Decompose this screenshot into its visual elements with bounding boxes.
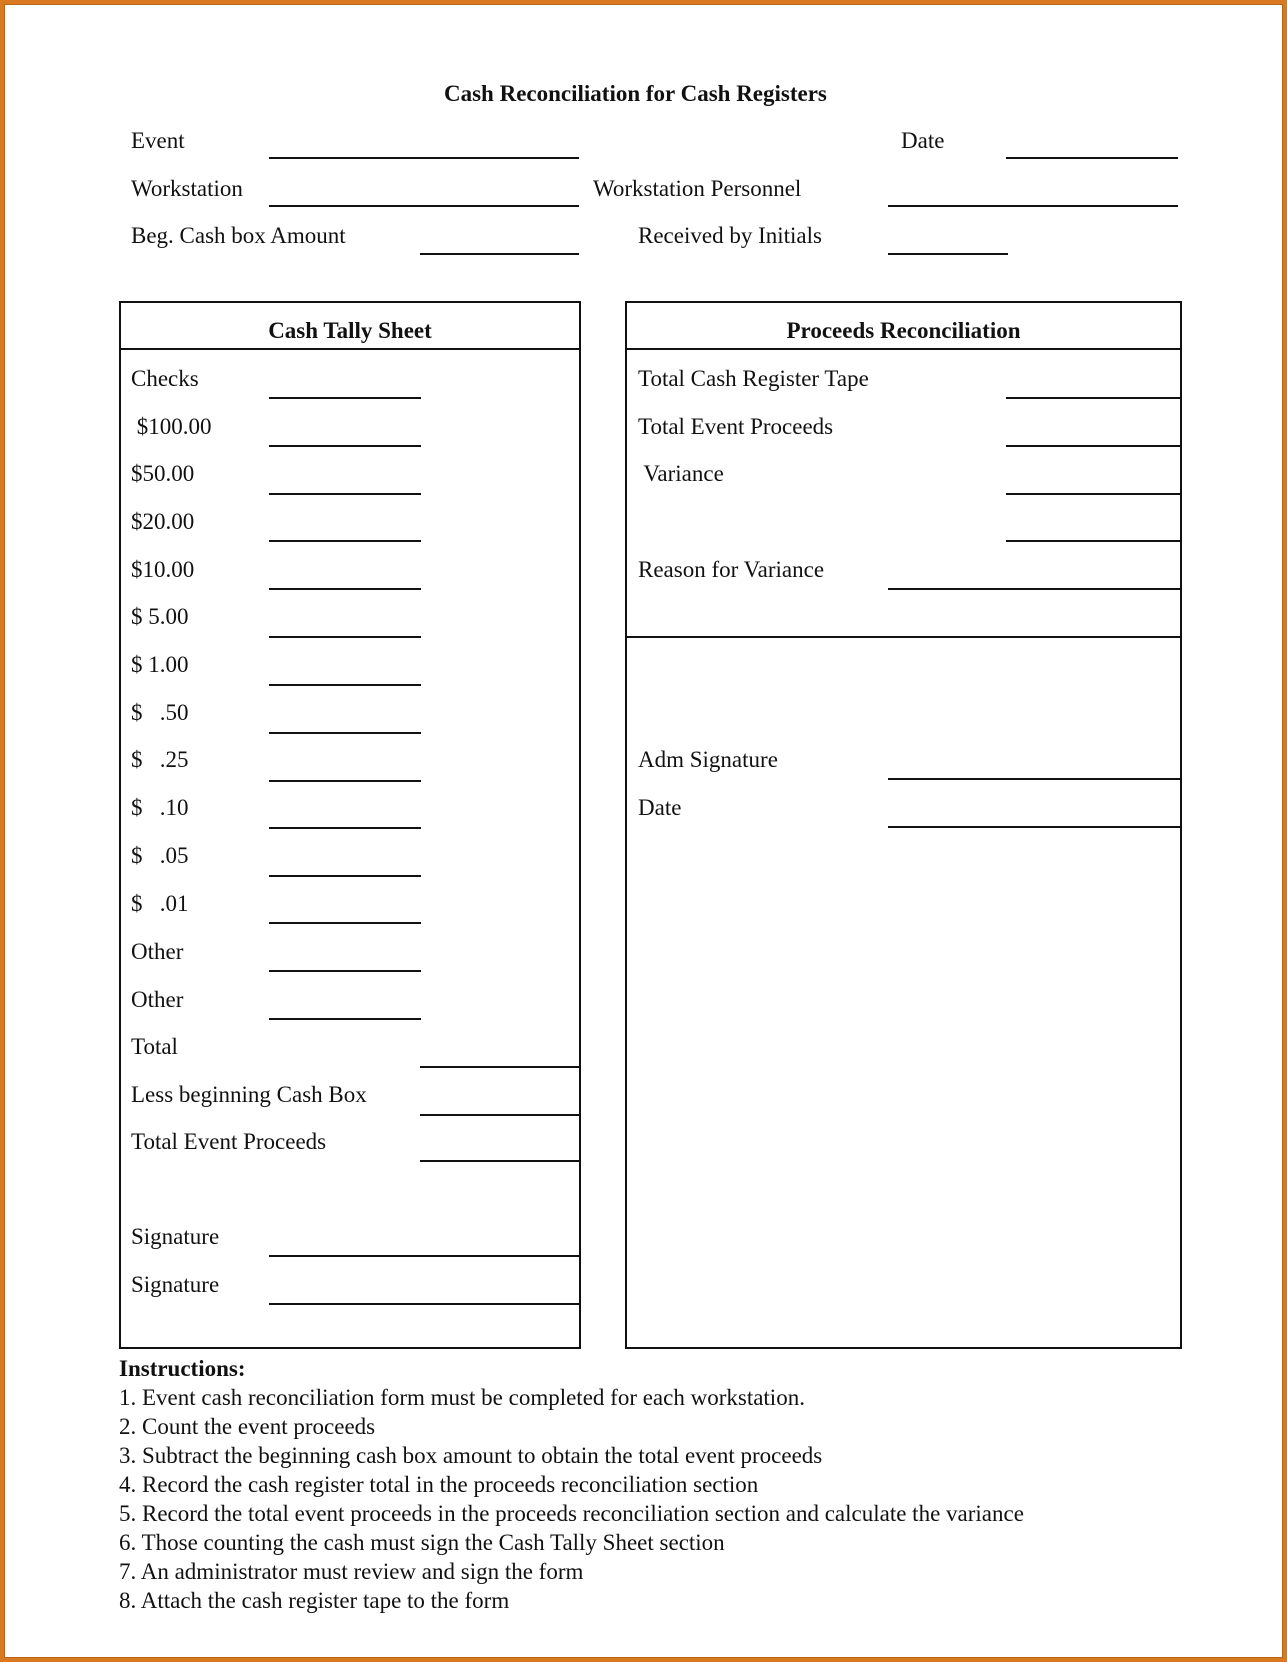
tally-row-field[interactable]	[269, 540, 421, 542]
beg-cash-label: Beg. Cash box Amount	[131, 223, 346, 248]
tally-row-field[interactable]	[269, 588, 421, 590]
signature-label: Signature	[131, 1224, 220, 1249]
event-proceeds-label: Total Event Proceeds	[638, 414, 834, 439]
cash-tally-box	[119, 301, 581, 1349]
register-tape-field[interactable]	[1006, 397, 1182, 399]
tally-row-label: $ .50	[131, 700, 189, 725]
date-label: Date	[901, 128, 945, 153]
register-tape-label: Total Cash Register Tape	[638, 366, 869, 391]
form-page	[4, 4, 1283, 1658]
workstation-field[interactable]	[269, 205, 579, 207]
tally-row-label: $ .05	[131, 843, 189, 868]
event-proceeds-field[interactable]	[1006, 445, 1182, 447]
event-label: Event	[131, 128, 185, 153]
instructions	[119, 1354, 1024, 1615]
signature-field[interactable]	[269, 1255, 581, 1257]
tally-row-field[interactable]	[269, 732, 421, 734]
adm-signature-label: Adm Signature	[638, 747, 778, 772]
event-field[interactable]	[269, 157, 579, 159]
instruction-item: 8. Attach the cash register tape to the form	[119, 1588, 510, 1613]
personnel-field[interactable]	[888, 205, 1178, 207]
received-label: Received by Initials	[638, 223, 822, 248]
less-cash-box-label: Less beginning Cash Box	[131, 1082, 367, 1107]
instruction-item: 2. Count the event proceeds	[119, 1414, 376, 1439]
tally-event-proceeds-label: Total Event Proceeds	[131, 1129, 327, 1154]
signature-label: Signature	[131, 1272, 220, 1297]
tally-row-field[interactable]	[269, 827, 421, 829]
date-field[interactable]	[1006, 157, 1178, 159]
adm-signature-field[interactable]	[888, 778, 1182, 780]
instruction-item: 3. Subtract the beginning cash box amount to obtain the total event proceeds	[119, 1443, 823, 1468]
instruction-item: 6. Those counting the cash must sign the Cash Tally Sheet section	[119, 1530, 725, 1555]
reason-variance-label: Reason for Variance	[638, 557, 825, 582]
instruction-item: 1. Event cash reconciliation form must be completed for each workstation.	[119, 1385, 805, 1410]
tally-row-field[interactable]	[269, 922, 421, 924]
tally-row-field[interactable]	[269, 970, 421, 972]
tally-event-proceeds-field[interactable]	[420, 1160, 581, 1162]
cash-tally-title: Cash Tally Sheet	[121, 303, 579, 350]
reason-variance-field[interactable]	[888, 588, 1182, 590]
tally-row-field[interactable]	[269, 445, 421, 447]
workstation-label: Workstation	[131, 176, 243, 201]
tally-row-label: $100.00	[131, 414, 212, 439]
less-cash-box-field[interactable]	[420, 1114, 581, 1116]
tally-row-label: $ 5.00	[131, 604, 189, 629]
tally-row-field[interactable]	[269, 636, 421, 638]
received-field[interactable]	[888, 253, 1008, 255]
tally-row-label: $ .01	[131, 891, 189, 916]
tally-row-field[interactable]	[269, 397, 421, 399]
instruction-item: 7. An administrator must review and sign the form	[119, 1559, 584, 1584]
tally-row-field[interactable]	[269, 780, 421, 782]
section-divider	[627, 636, 1180, 638]
instruction-item: 4. Record the cash register total in the proceeds reconciliation section	[119, 1472, 759, 1497]
tally-row-label: $ .25	[131, 747, 189, 772]
tally-row-field[interactable]	[269, 875, 421, 877]
beg-cash-field[interactable]	[420, 253, 579, 255]
signature-field[interactable]	[269, 1303, 581, 1305]
tally-row-label: $50.00	[131, 461, 195, 486]
tally-row-label: $20.00	[131, 509, 195, 534]
variance-label: Variance	[638, 461, 724, 486]
total-field[interactable]	[420, 1066, 581, 1068]
adm-date-label: Date	[638, 795, 682, 820]
instructions-title: Instructions:	[119, 1356, 246, 1381]
proceeds-reconciliation-box	[625, 301, 1182, 1349]
tally-row-label: Other	[131, 987, 184, 1012]
tally-row-field[interactable]	[269, 1018, 421, 1020]
tally-row-field[interactable]	[269, 684, 421, 686]
variance-field[interactable]	[1006, 493, 1182, 495]
tally-row-label: $ 1.00	[131, 652, 189, 677]
personnel-label: Workstation Personnel	[593, 176, 802, 201]
tally-row-field[interactable]	[269, 493, 421, 495]
instruction-item: 5. Record the total event proceeds in the proceeds reconciliation section and calculate the variance	[119, 1501, 1024, 1526]
adm-date-field[interactable]	[888, 826, 1182, 828]
total-label: Total	[131, 1034, 178, 1059]
tally-row-label: $ .10	[131, 795, 189, 820]
tally-row-label: $10.00	[131, 557, 195, 582]
form-title: Cash Reconciliation for Cash Registers	[444, 81, 827, 106]
tally-row-label: Other	[131, 939, 184, 964]
variance-extra-field[interactable]	[1006, 540, 1182, 542]
proceeds-reconciliation-title: Proceeds Reconciliation	[627, 303, 1180, 350]
tally-row-label: Checks	[131, 366, 199, 391]
